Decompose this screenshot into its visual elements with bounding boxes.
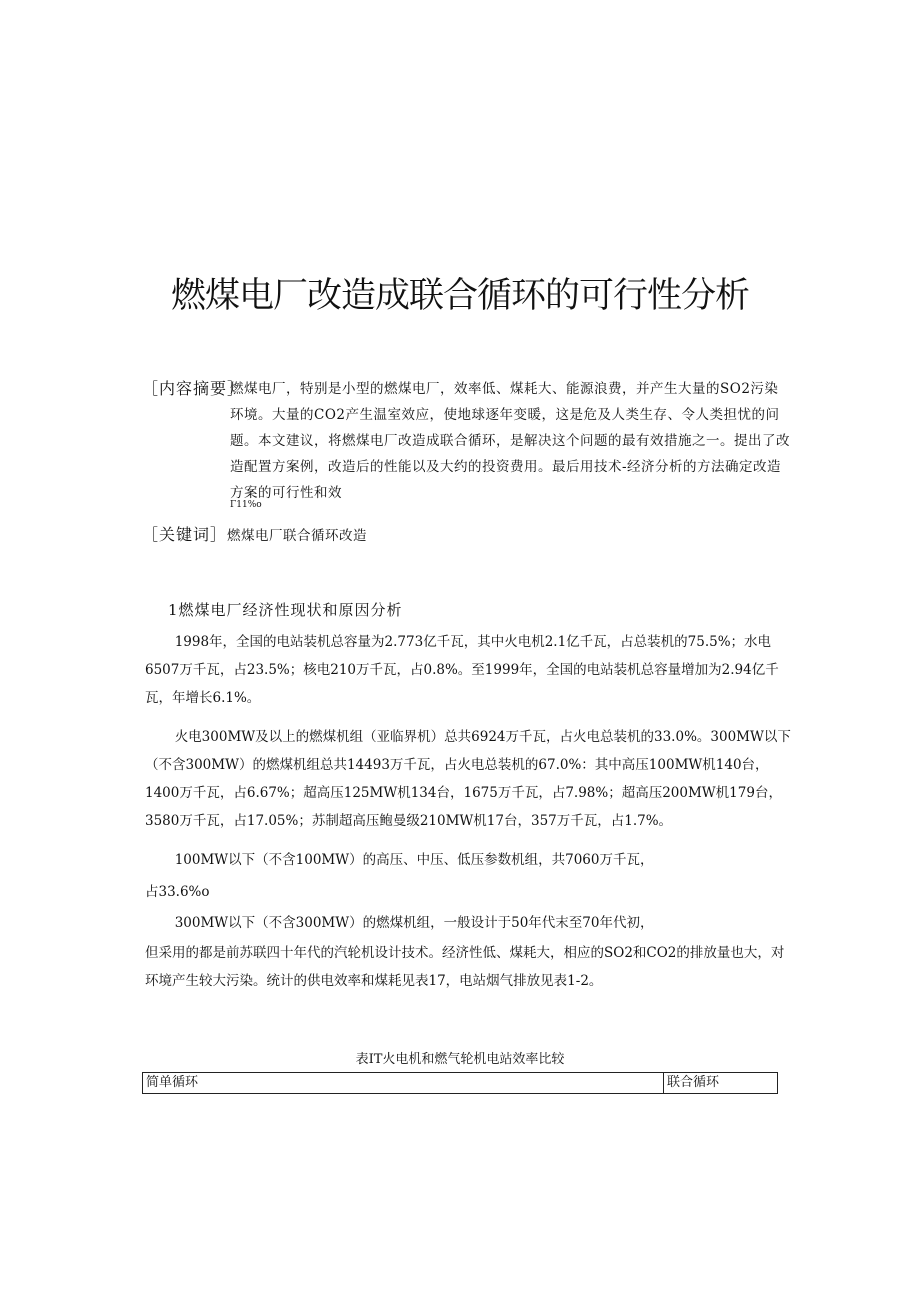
paragraph-2: 火电300MW及以上的燃煤机组（亚临界机）总共6924万千瓦，占火电总装机的33.0%。300MW以下（不含300MW）的燃煤机组总共14493万千瓦，占火电总装机的67.0%：其中高压100MW机140台，1400万千瓦，占6.67%；超高压125MW机134台，1675万千瓦，占7.98%；超高压200MW机179台，3580万千瓦，占17.05%；苏制超高压鲍曼级210MW机17台，357万千瓦，占1.7%。 (145, 729, 791, 829)
abstract-tail: Γ11%o (230, 500, 262, 510)
document-title: 燃煤电厂改造成联合循环的可行性分析 (170, 276, 749, 316)
paragraph-4: 300MW以下（不含300MW）的燃煤机组，一般设计于50年代末至70年代初， (174, 915, 654, 931)
abstract-text: 燃煤电厂，特别是小型的燃煤电厂，效率低、煤耗大、能源浪费，并产生大量的SO2污染环境。大量的CO2产生温室效应，使地球逐年变暖，这是危及人类生存、令人类担忧的问题。本文建议，将燃煤电厂改造成联合循环，是解决这个问题的最有效措施之一。提出了改造配置方案例，改造后的性能以及大约的投资费用。最后用技术-经济分析的方法确定改造方案的可行性和效 (230, 381, 790, 501)
table-header-combined-cycle: 联合循环 (667, 1075, 720, 1090)
abstract-label: ［内容摘要］ (142, 379, 245, 398)
section-heading: 1燃煤电厂经济性现状和原因分析 (168, 601, 403, 619)
paragraph-3-cont: 占33.6%o (145, 884, 210, 900)
keywords-text: 燃煤电厂联合循环改造 (227, 528, 368, 544)
paragraph-1: 1998年，全国的电站装机总容量为2.773亿千瓦，其中火电机2.1亿千瓦，占总装机的75.5%；水电6507万千瓦，占23.5%；核电210万千瓦，占0.8%。至1999年，全国的电站装机总容量增加为2.94亿千瓦，年增长6.1%。 (145, 634, 779, 706)
comparison-table (142, 1072, 778, 1094)
table-caption: 表IT火电机和燃气轮机电站效率比较 (355, 1052, 565, 1067)
table-header-simple-cycle: 简单循环 (143, 1073, 664, 1093)
paragraph-4-cont: 但采用的都是前苏联四十年代的汽轮机设计技术。经济性低、煤耗大，相应的SO2和CO2的排放量也大，对环境产生较大污染。统计的供电效率和煤耗见表17，电站烟气排放见表1-2。 (145, 945, 785, 989)
paragraph-3: 100MW以下（不含100MW）的高压、中压、低压参数机组，共7060万千瓦， (174, 852, 654, 868)
keywords (142, 522, 367, 545)
keywords-label: ［关键词］ (142, 525, 228, 544)
